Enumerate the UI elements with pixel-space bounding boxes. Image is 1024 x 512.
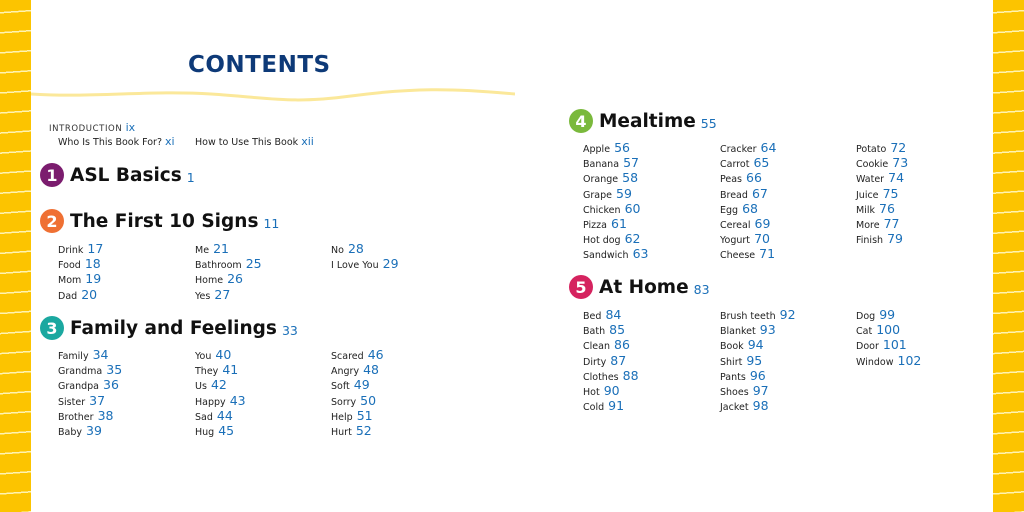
- chapter-page-number: 1: [186, 169, 195, 185]
- entry-label: Cracker: [720, 144, 757, 155]
- entry-label: Angry: [331, 366, 360, 378]
- entry-page-number: 87: [610, 352, 627, 368]
- toc-entry[interactable]: [583, 170, 649, 185]
- entry-page-number: 85: [609, 322, 626, 338]
- entry-page-number: 70: [754, 231, 770, 247]
- sub-entry-page: xi: [165, 135, 175, 148]
- entry-column: [195, 347, 246, 438]
- toc-entry[interactable]: [583, 231, 649, 246]
- toc-entry[interactable]: [195, 287, 262, 302]
- entry-label: Hot: [583, 386, 600, 398]
- toc-entry[interactable]: [583, 368, 639, 383]
- entry-page-number: 71: [759, 246, 776, 262]
- entry-page-number: 96: [749, 367, 766, 383]
- entry-label: Hurt: [331, 426, 352, 438]
- entry-page-number: 63: [632, 246, 649, 262]
- entry-column: [856, 307, 921, 368]
- entry-page-number: 72: [890, 140, 907, 155]
- introduction-entry[interactable]: [49, 121, 135, 134]
- toc-entry[interactable]: [720, 140, 776, 155]
- entry-label: Sister: [58, 396, 86, 408]
- entry-label: Milk: [856, 204, 875, 216]
- introduction-label: INTRODUCTION: [49, 124, 123, 134]
- entry-page-number: 20: [81, 286, 98, 302]
- entry-label: Yogurt: [720, 235, 751, 247]
- toc-entry[interactable]: [720, 246, 776, 261]
- entry-label: Grape: [583, 189, 612, 201]
- toc-entry[interactable]: [720, 155, 776, 170]
- entry-label: Food: [58, 260, 81, 272]
- entry-label: Potato: [856, 144, 887, 155]
- toc-entry[interactable]: [583, 186, 649, 201]
- entry-page-number: 95: [746, 352, 763, 368]
- entry-page-number: 84: [605, 307, 622, 322]
- entry-page-number: 92: [779, 307, 796, 322]
- entry-page-number: 37: [89, 392, 106, 408]
- toc-entry[interactable]: [720, 307, 796, 322]
- entry-column: [583, 307, 639, 413]
- toc-entry[interactable]: [720, 368, 796, 383]
- toc-entry[interactable]: [583, 322, 639, 337]
- entry-page-number: 65: [753, 155, 770, 171]
- chapter-title: Mealtime: [599, 110, 696, 132]
- toc-entry[interactable]: [856, 216, 908, 231]
- entry-page-number: 43: [229, 392, 246, 408]
- toc-entry[interactable]: [195, 241, 262, 256]
- toc-entry[interactable]: [856, 231, 908, 246]
- entry-column: [720, 307, 796, 413]
- entry-label: Orange: [583, 174, 619, 186]
- entry-label: Clothes: [583, 371, 619, 383]
- entry-page-number: 77: [883, 215, 900, 231]
- entry-page-number: 36: [103, 377, 119, 393]
- entry-label: Us: [195, 381, 207, 393]
- entry-label: Sandwich: [583, 250, 629, 262]
- entry-page-number: 42: [210, 377, 227, 393]
- entry-label: Brush teeth: [720, 311, 776, 322]
- entry-page-number: 51: [356, 407, 373, 423]
- entry-page-number: 25: [245, 256, 262, 272]
- toc-entry[interactable]: [583, 216, 649, 231]
- entry-label: Hot dog: [583, 235, 621, 247]
- entry-label: Clean: [583, 341, 610, 353]
- right-stripe-border: [993, 0, 1024, 512]
- entry-page-number: 21: [213, 241, 229, 256]
- toc-entry[interactable]: [58, 362, 122, 377]
- entry-page-number: 29: [382, 256, 399, 272]
- entry-label: Juice: [856, 189, 879, 201]
- chapter-page-number: 33: [281, 322, 298, 338]
- toc-entry[interactable]: [58, 256, 103, 271]
- entry-column: [331, 241, 399, 271]
- entry-label: Help: [331, 411, 353, 423]
- entry-label: Chicken: [583, 204, 621, 216]
- entry-page-number: 90: [603, 382, 620, 398]
- toc-entry[interactable]: [195, 362, 246, 377]
- toc-entry[interactable]: [58, 393, 122, 408]
- entry-label: Door: [856, 341, 879, 353]
- entry-page-number: 19: [85, 271, 102, 287]
- chapter-heading-1[interactable]: [40, 163, 195, 187]
- entry-page-number: 17: [87, 241, 104, 256]
- toc-entry[interactable]: [195, 408, 246, 423]
- entry-page-number: 18: [84, 256, 101, 272]
- toc-entry[interactable]: [856, 353, 921, 368]
- entry-label: Dog: [856, 311, 876, 322]
- entry-page-number: 91: [608, 398, 625, 414]
- toc-entry[interactable]: [856, 170, 908, 185]
- entry-label: You: [195, 351, 212, 362]
- entry-page-number: 79: [887, 231, 903, 247]
- entry-label: Me: [195, 245, 210, 256]
- entry-label: Happy: [195, 396, 226, 408]
- sub-entry-label: How to Use This Book: [195, 137, 299, 148]
- entry-page-number: 50: [360, 392, 377, 408]
- toc-entry[interactable]: [583, 398, 639, 413]
- toc-entry[interactable]: [58, 423, 122, 438]
- entry-page-number: 67: [751, 185, 768, 201]
- entry-label: Yes: [195, 290, 211, 302]
- entry-page-number: 61: [611, 215, 627, 231]
- chapter-number-badge: 2: [40, 209, 64, 233]
- wave-divider: [31, 84, 515, 106]
- entry-page-number: 68: [742, 200, 759, 216]
- entry-label: Dirty: [583, 356, 607, 368]
- entry-label: Drink: [58, 245, 84, 256]
- entry-page-number: 66: [746, 170, 762, 186]
- entry-page-number: 97: [752, 382, 769, 398]
- entry-label: Cat: [856, 326, 873, 338]
- toc-entry[interactable]: [331, 393, 384, 408]
- toc-entry[interactable]: [583, 353, 639, 368]
- entry-label: Bath: [583, 326, 606, 338]
- toc-entry[interactable]: [856, 186, 908, 201]
- toc-entry[interactable]: [720, 201, 776, 216]
- sub-entry-page: xii: [301, 135, 314, 148]
- entry-label: No: [331, 245, 344, 256]
- toc-entry[interactable]: [720, 383, 796, 398]
- entry-label: Shirt: [720, 356, 743, 368]
- page-title: CONTENTS: [188, 52, 331, 78]
- entry-page-number: 41: [222, 362, 239, 378]
- toc-entry[interactable]: [720, 231, 776, 246]
- toc-entry[interactable]: [331, 408, 384, 423]
- entry-label: Window: [856, 356, 894, 368]
- chapter-heading-5[interactable]: [569, 275, 710, 299]
- entry-label: Pizza: [583, 219, 607, 231]
- chapter-title: The First 10 Signs: [70, 210, 259, 232]
- entry-column: [58, 241, 103, 302]
- entry-column: [58, 347, 122, 438]
- entry-column: [856, 140, 908, 246]
- entry-page-number: 26: [227, 271, 243, 287]
- entry-label: Sorry: [331, 396, 357, 408]
- entry-page-number: 58: [622, 170, 639, 186]
- toc-entry[interactable]: [195, 271, 262, 286]
- entry-page-number: 52: [355, 422, 372, 438]
- toc-entry[interactable]: [58, 241, 103, 256]
- toc-entry[interactable]: [720, 398, 796, 413]
- toc-entry[interactable]: [720, 337, 796, 352]
- entry-page-number: 100: [876, 322, 901, 338]
- entry-label: Pants: [720, 371, 746, 383]
- entry-label: I Love You: [331, 260, 379, 272]
- toc-entry[interactable]: [331, 241, 399, 256]
- toc-entry[interactable]: [195, 256, 262, 271]
- entry-page-number: 86: [614, 337, 630, 353]
- toc-entry[interactable]: [583, 201, 649, 216]
- entry-page-number: 59: [616, 185, 632, 201]
- entry-page-number: 48: [363, 362, 380, 378]
- introduction-page: ix: [125, 121, 136, 134]
- entry-page-number: 101: [882, 337, 907, 353]
- toc-entry[interactable]: [331, 347, 384, 362]
- toc-entry[interactable]: [58, 347, 122, 362]
- entry-column: [331, 347, 384, 438]
- chapter-number-badge: 3: [40, 316, 64, 340]
- entry-page-number: 38: [97, 407, 114, 423]
- entry-column: [720, 140, 776, 262]
- entry-page-number: 99: [879, 307, 896, 322]
- entry-page-number: 88: [622, 367, 639, 383]
- toc-entry[interactable]: [720, 216, 776, 231]
- toc-entry[interactable]: [720, 170, 776, 185]
- toc-entry[interactable]: [58, 377, 122, 392]
- toc-entry[interactable]: [856, 201, 908, 216]
- entry-page-number: 102: [897, 352, 922, 368]
- entry-page-number: 69: [754, 215, 771, 231]
- entry-label: Home: [195, 275, 224, 287]
- toc-entry[interactable]: [58, 287, 103, 302]
- entry-column: [583, 140, 649, 262]
- toc-entry[interactable]: [856, 140, 908, 155]
- entry-page-number: 76: [879, 200, 895, 216]
- entry-label: Shoes: [720, 386, 749, 398]
- entry-label: Book: [720, 341, 744, 353]
- toc-entry[interactable]: [583, 337, 639, 352]
- entry-label: Bed: [583, 311, 602, 322]
- entry-label: Baby: [58, 426, 82, 438]
- toc-entry[interactable]: [58, 408, 122, 423]
- entry-label: Banana: [583, 159, 620, 171]
- entry-column: [195, 241, 262, 302]
- toc-entry[interactable]: [583, 383, 639, 398]
- entry-label: Cookie: [856, 159, 889, 171]
- entry-page-number: 62: [624, 231, 641, 247]
- entry-label: Hug: [195, 426, 215, 438]
- entry-page-number: 35: [106, 362, 123, 378]
- entry-page-number: 93: [759, 322, 776, 338]
- entry-label: Apple: [583, 144, 611, 155]
- toc-entry[interactable]: [720, 186, 776, 201]
- entry-page-number: 49: [353, 377, 370, 393]
- entry-label: Grandma: [58, 366, 103, 378]
- toc-entry[interactable]: [856, 155, 908, 170]
- entry-label: Dad: [58, 290, 78, 302]
- entry-page-number: 40: [215, 347, 232, 362]
- entry-page-number: 73: [892, 155, 909, 171]
- entry-page-number: 56: [614, 140, 630, 155]
- entry-label: Sad: [195, 411, 213, 423]
- entry-page-number: 94: [747, 337, 764, 353]
- toc-entry[interactable]: [720, 322, 796, 337]
- toc-entry[interactable]: [195, 393, 246, 408]
- sub-entry-label: Who Is This Book For?: [58, 137, 162, 148]
- entry-label: Cold: [583, 402, 605, 414]
- entry-label: Family: [58, 351, 89, 362]
- toc-entry[interactable]: [583, 155, 649, 170]
- chapter-page-number: 11: [263, 215, 280, 231]
- toc-entry[interactable]: [195, 377, 246, 392]
- entry-label: Soft: [331, 381, 350, 393]
- entry-page-number: 28: [347, 241, 364, 256]
- entry-label: Finish: [856, 235, 884, 247]
- entry-page-number: 64: [760, 140, 777, 155]
- chapter-number-badge: 5: [569, 275, 593, 299]
- chapter-title: At Home: [599, 276, 689, 298]
- chapter-number-badge: 4: [569, 109, 593, 133]
- entry-page-number: 74: [888, 170, 905, 186]
- entry-page-number: 39: [86, 422, 102, 438]
- toc-entry[interactable]: [331, 256, 399, 271]
- chapter-heading-4[interactable]: [569, 109, 717, 133]
- chapter-heading-2[interactable]: [40, 209, 279, 233]
- entry-label: Grandpa: [58, 381, 99, 393]
- entry-label: Brother: [58, 411, 94, 423]
- entry-label: Cheese: [720, 250, 756, 262]
- entry-page-number: 45: [218, 422, 235, 438]
- chapter-title: Family and Feelings: [70, 317, 277, 339]
- entry-label: They: [195, 366, 219, 378]
- toc-entry[interactable]: [583, 246, 649, 261]
- toc-entry[interactable]: [195, 423, 246, 438]
- toc-entry[interactable]: [583, 140, 649, 155]
- entry-label: Jacket: [720, 402, 749, 414]
- sub-entry-who[interactable]: [58, 135, 175, 148]
- entry-label: Carrot: [720, 159, 750, 171]
- entry-label: Bathroom: [195, 260, 242, 272]
- entry-page-number: 75: [882, 185, 899, 201]
- entry-page-number: 98: [752, 398, 769, 414]
- chapter-page-number: 55: [700, 115, 717, 131]
- entry-page-number: 27: [214, 286, 231, 302]
- chapter-heading-3[interactable]: [40, 316, 298, 340]
- toc-entry[interactable]: [856, 322, 921, 337]
- entry-page-number: 44: [216, 407, 233, 423]
- toc-entry[interactable]: [331, 377, 384, 392]
- chapter-page-number: 83: [693, 281, 710, 297]
- chapter-number-badge: 1: [40, 163, 64, 187]
- entry-page-number: 34: [92, 347, 109, 362]
- toc-entry[interactable]: [58, 271, 103, 286]
- entry-label: Cereal: [720, 219, 751, 231]
- toc-entry[interactable]: [583, 307, 639, 322]
- toc-entry[interactable]: [331, 423, 384, 438]
- entry-label: Scared: [331, 351, 364, 362]
- sub-entry-how[interactable]: [195, 135, 314, 148]
- toc-entry[interactable]: [856, 337, 921, 352]
- left-stripe-border: [0, 0, 31, 512]
- entry-page-number: 46: [367, 347, 384, 362]
- entry-label: Egg: [720, 204, 739, 216]
- toc-entry[interactable]: [720, 353, 796, 368]
- toc-entry[interactable]: [331, 362, 384, 377]
- entry-page-number: 57: [623, 155, 639, 171]
- entry-label: Peas: [720, 174, 743, 186]
- toc-entry[interactable]: [195, 347, 246, 362]
- entry-page-number: 60: [624, 200, 641, 216]
- toc-entry[interactable]: [856, 307, 921, 322]
- entry-label: Blanket: [720, 326, 756, 338]
- chapter-title: ASL Basics: [70, 164, 182, 186]
- entry-label: Bread: [720, 189, 748, 201]
- entry-label: Mom: [58, 275, 82, 287]
- entry-label: Water: [856, 174, 885, 186]
- entry-label: More: [856, 219, 880, 231]
